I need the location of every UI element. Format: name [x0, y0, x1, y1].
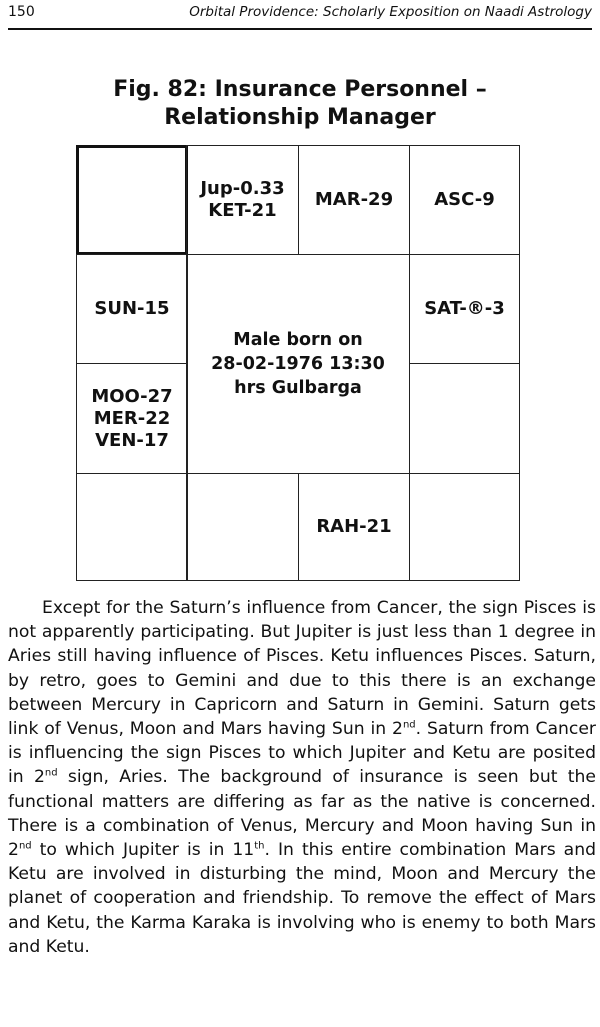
- chart-cell-cancer: [409, 254, 520, 364]
- planet-label: SAT-®-3: [424, 298, 505, 319]
- planet-label: VEN-17: [95, 429, 169, 451]
- page-header: [8, 0, 592, 30]
- chart-cell-libra: [298, 473, 410, 581]
- chart-cell-scorpio: [186, 473, 299, 581]
- paragraph-text: . Saturn from Cancer is influencing the sign Pisces to which Jupiter and Ketu are posited in 2: [8, 719, 596, 788]
- figure-title-line-2: Relationship Manager: [164, 105, 436, 130]
- chart-cell-aries: [186, 145, 299, 255]
- chart-cell-taurus: [298, 145, 410, 255]
- birth-detail-line: hrs Gulbarga: [234, 378, 362, 398]
- birth-detail-line: 28-02-1976 13:30: [211, 354, 385, 374]
- superscript: nd: [18, 840, 32, 852]
- running-head: Orbital Providence: Scholarly Exposition on Naadi Astrology: [189, 4, 592, 20]
- planet-label: MAR-29: [314, 189, 394, 210]
- chart-center-birth-details: [186, 254, 410, 474]
- planet-label: Jup-0.33: [200, 178, 285, 199]
- page-number: 150: [8, 4, 35, 20]
- chart-cell-virgo: [409, 473, 520, 581]
- superscript: th: [254, 840, 265, 852]
- chart-cell-gemini: [409, 145, 520, 255]
- chart-cell-leo: [409, 363, 520, 474]
- body-paragraph: [8, 596, 596, 959]
- chart-cell-sagittarius: [76, 473, 188, 581]
- planet-label: SUN-15: [94, 298, 170, 319]
- figure-title: [0, 76, 600, 132]
- planet-label: KET-21: [208, 200, 277, 221]
- chart-cell-capricorn: [76, 363, 188, 474]
- superscript: nd: [44, 767, 58, 779]
- paragraph-text: Except for the Saturn’s influence from Cancer, the sign Pisces is not apparently participating. But Jupiter is just less than 1 degree in Aries still having influence of Pisces. Ketu influences Pisces. Saturn, by retro, goes to Gemini and due to this there is an exchange between Mercury in Capricorn and Saturn in Gemini. Saturn gets link of Venus, Moon and Mars having Sun in 2: [8, 598, 596, 740]
- birth-detail-line: Male born on: [233, 330, 363, 350]
- planet-label: MOO-27: [91, 385, 173, 407]
- horoscope-chart: [76, 145, 520, 581]
- planet-label: ASC-9: [434, 189, 495, 210]
- superscript: nd: [402, 719, 416, 731]
- figure-title-line-1: Fig. 82: Insurance Personnel –: [113, 77, 487, 102]
- planet-label: RAH-21: [316, 516, 392, 537]
- paragraph-text: . In this entire combination Mars and Ketu are involved in disturbing the mind, Moon and Mercury the planet of cooperation and friendship. To remove the effect of Mars and Ketu, the Karma Karaka is involving who is enemy to both Mars and Ketu.: [8, 840, 596, 957]
- chart-cell-aquarius: [76, 254, 188, 364]
- paragraph-text: sign, Aries. The background of insurance is seen but the functional matters are differing as far as the native is concerned. There is a combination of Venus, Mercury and Moon having Sun in 2: [8, 767, 596, 861]
- paragraph-text: to which Jupiter is in 11: [31, 840, 255, 861]
- chart-cell-pisces: [76, 145, 188, 255]
- planet-label: MER-22: [93, 407, 171, 429]
